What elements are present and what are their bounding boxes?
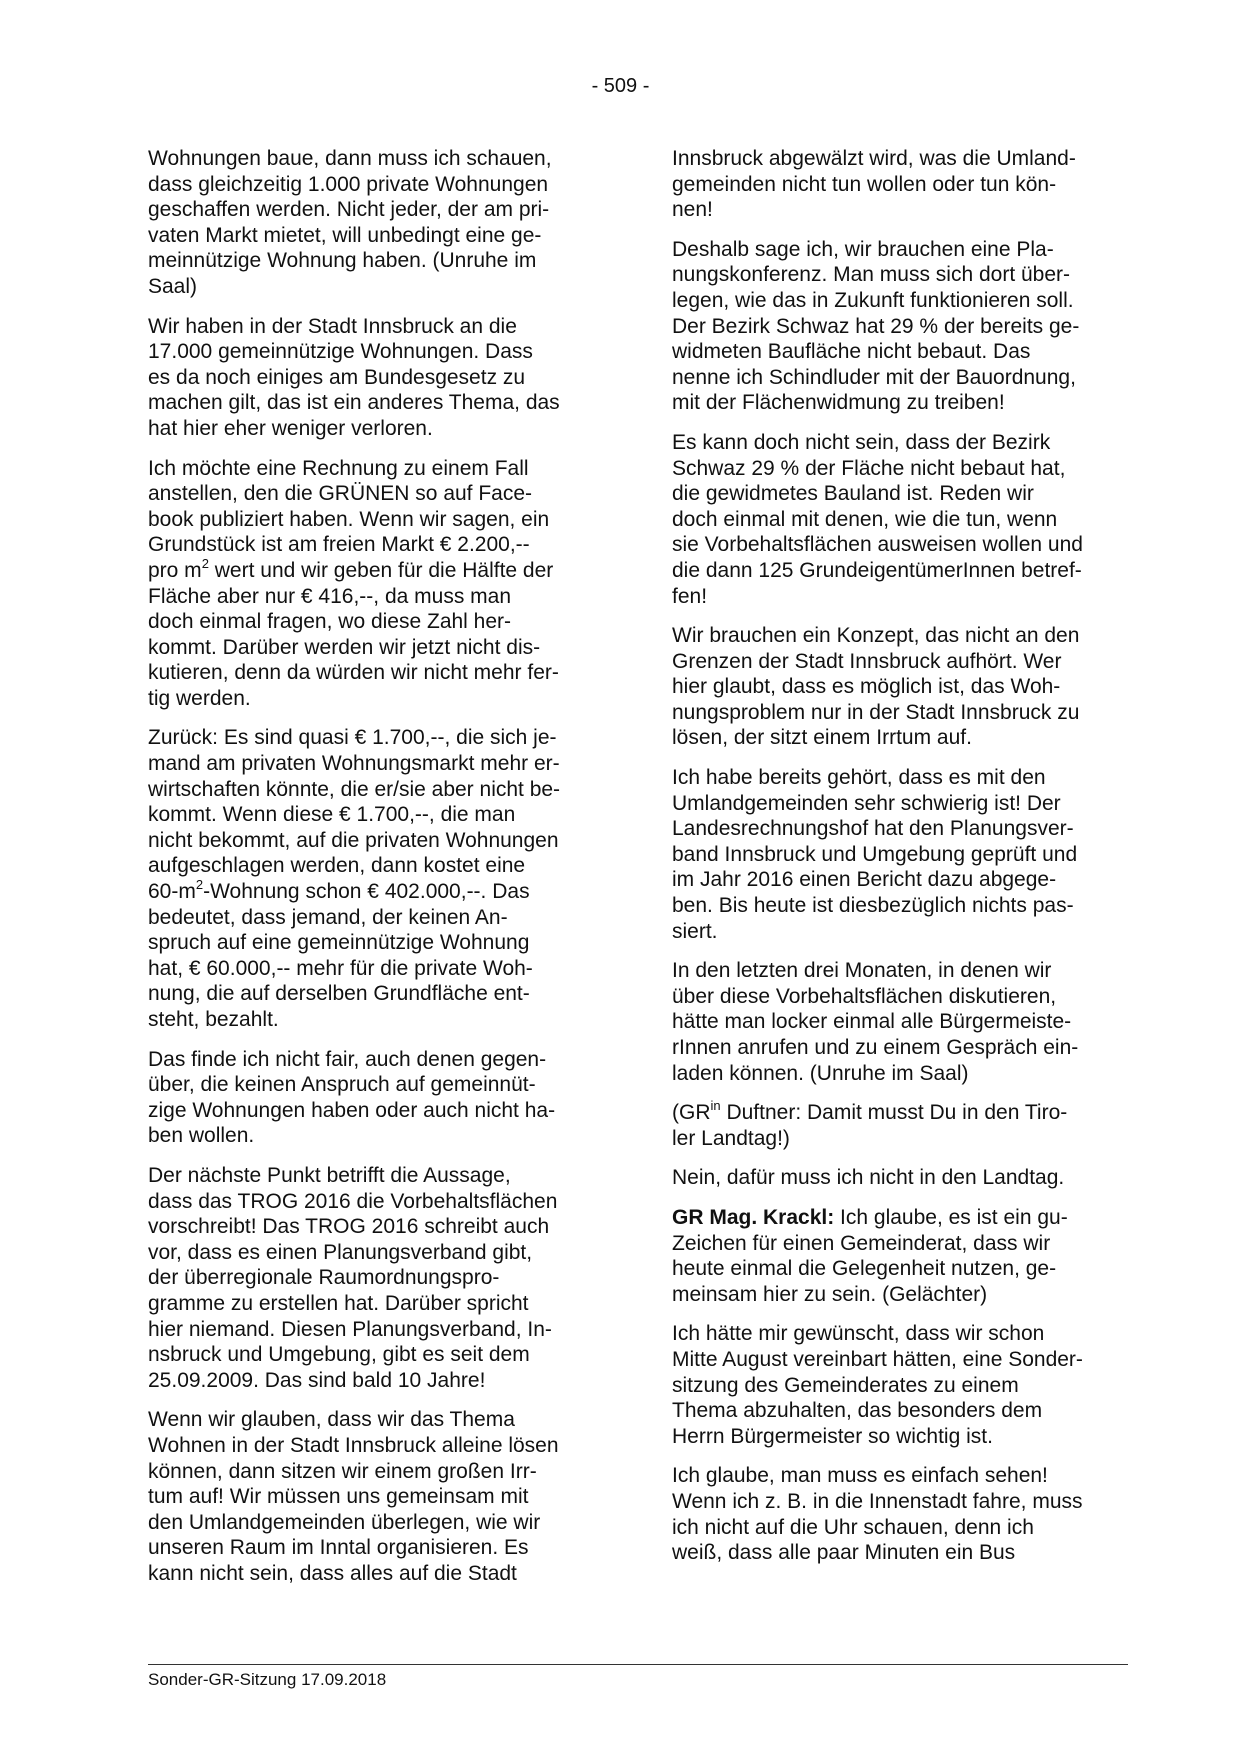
speaker-name: GR Mag. Krackl: xyxy=(672,1205,835,1229)
paragraph: In den letzten drei Monaten, in denen wir über diese Vorbehaltsflächen diskutieren, hätte man locker einmal alle Bürgermeiste- rInnen anrufen und zu einem Gespräch ein- laden können. (Unruhe im Saal) xyxy=(672,959,1079,1085)
page-number: - 509 - xyxy=(591,75,650,97)
paragraph: Deshalb sage ich, wir brauchen eine Pla- nungskonferenz. Man muss sich dort über- legen, wie das in Zukunft funktionieren soll. Der Bezirk Schwaz hat 29 % der bereits ge- widmeten Baufläche nicht bebaut. Das nenne ich Schindluder mit der Bauordnung, mit der Flächenwidmung zu treiben! xyxy=(672,237,1080,415)
paragraph: Wohnungen baue, dann muss ich schauen, dass gleichzeitig 1.000 private Wohnungen geschaffen werden. Nicht jeder, der am pri- vaten Markt mietet, will unbedingt eine ge- meinnützige Wohnung haben. (Unruhe im Saal) xyxy=(148,147,552,298)
paragraph: Ich hätte mir gewünscht, dass wir schon Mitte August vereinbart hätten, eine Sonder- sitzung des Gemeinderates zu einem Thema abzuhalten, das besonders dem Herrn Bürgermeister so wichtig ist. xyxy=(672,1322,1083,1448)
paragraph: Ich habe bereits gehört, dass es mit den Umlandgemeinden sehr schwierig ist! Der Landesrechnungshof hat den Planungsver- band Innsbruck und Umgebung geprüft und im Jahr 2016 einen Bericht dazu abgege- ben. Bis heute ist diesbezüglich nichts pas- siert. xyxy=(672,766,1078,943)
paragraph: Innsbruck abgewälzt wird, was die Umland- gemeinden nicht tun wollen oder tun kön- nen! xyxy=(672,147,1076,222)
left-column xyxy=(148,146,600,1600)
paragraph: Ich glaube, man muss es einfach sehen! Wenn ich z. B. in die Innenstadt fahre, muss ich nicht auf die Uhr schauen, denn ich weiß, dass alle paar Minuten ein Bus xyxy=(672,1464,1083,1565)
paragraph: Wenn wir glauben, dass wir das Thema Wohnen in der Stadt Innsbruck alleine lösen können, dann sitzen wir einem großen Irr- tum auf! Wir müssen uns gemeinsam mit den Umlandgemeinden überlegen, wie wir unseren Raum im Inntal organisieren. Es kann nicht sein, dass alles auf die Stadt xyxy=(148,1408,559,1585)
paragraph: Ich möchte eine Rechnung zu einem Fall anstellen, den die GRÜNEN so auf Face- book publiziert haben. Wenn wir sagen, ein Grundstück ist am freien Markt € 2.200,-- pro $m^2$ wert und wir geben für die Hälfte der Fläche aber nur € 416,--, da muss man doch einmal fragen, wo diese Zahl her- kommt. Darüber werden wir jetzt nicht dis- kutieren, denn da würden wir nicht mehr fer- tig werden. xyxy=(148,456,559,710)
paragraph: Der nächste Punkt betrifft die Aussage, dass das TROG 2016 die Vorbehaltsflächen vorschreibt! Das TROG 2016 schreibt auch vor, dass es einen Planungsverband gibt, der überregionale Raumordnungspro- gramme zu erstellen hat. Darüber spricht hier niemand. Diesen Planungsverband, In- nsbruck und Umgebung, gibt es seit dem 25.09.2009. Das sind bald 10 Jahre! xyxy=(148,1163,558,1392)
interjection: ($GR^{in}$ Duftner: Damit musst Du in den Tiro- ler Landtag!) xyxy=(672,1098,1068,1150)
paragraph: Es kann doch nicht sein, dass der Bezirk Schwaz 29 % der Fläche nicht bebaut hat, die gewidmetes Bauland ist. Reden wir doch einmal mit denen, wie die tun, wenn sie Vorbehaltsflächen ausweisen wollen und die dann 125 GrundeigentümerInnen betref- fen! xyxy=(672,430,1083,608)
paragraph: Wir haben in der Stadt Innsbruck an die 17.000 gemeinnützige Wohnungen. Dass es da noch einiges am Bundesgesetz zu machen gilt, das ist ein anderes Thema, das hat hier eher weniger verloren. xyxy=(148,314,560,440)
right-column xyxy=(672,146,1124,1580)
speaker-paragraph: GR Mag. Krackl: Ich glaube, es ist ein gu- Zeichen für einen Gemeinderat, dass wir heute einmal die Gelegenheit nutzen, ge- meinsam hier zu sein. (Gelächter) xyxy=(672,1205,1068,1306)
paragraph: Zurück: Es sind quasi € 1.700,--, die sich je- mand am privaten Wohnungsmarkt mehr er- wirtschaften könnte, die er/sie aber nicht be- kommt. Wenn diese € 1.700,--, die man nicht bekommt, auf die privaten Wohnungen aufgeschlagen werden, dann kostet eine $60-m^2$-Wohnung schon € 402.000,--. Das bedeutet, dass jemand, der keinen An- spruch auf eine gemeinnützige Wohnung hat, € 60.000,-- mehr für die private Woh- nung, die auf derselben Grundfläche ent- steht, bezahlt. xyxy=(148,726,561,1031)
footer-text: Sonder-GR-Sitzung 17.09.2018 xyxy=(148,1670,387,1689)
paragraph: Das finde ich nicht fair, auch denen gegen- über, die keinen Anspruch auf gemeinnüt- zige Wohnungen haben oder auch nicht ha- ben wollen. xyxy=(148,1047,556,1148)
paragraph: Wir brauchen ein Konzept, das nicht an den Grenzen der Stadt Innsbruck aufhört. Wer hier glaubt, dass es möglich ist, das Woh- nungsproblem nur in der Stadt Innsbruck zu lösen, der sitzt einem Irrtum auf. xyxy=(672,624,1080,750)
paragraph: Nein, dafür muss ich nicht in den Landtag. xyxy=(672,1166,1065,1190)
footer-divider xyxy=(148,1664,1128,1665)
